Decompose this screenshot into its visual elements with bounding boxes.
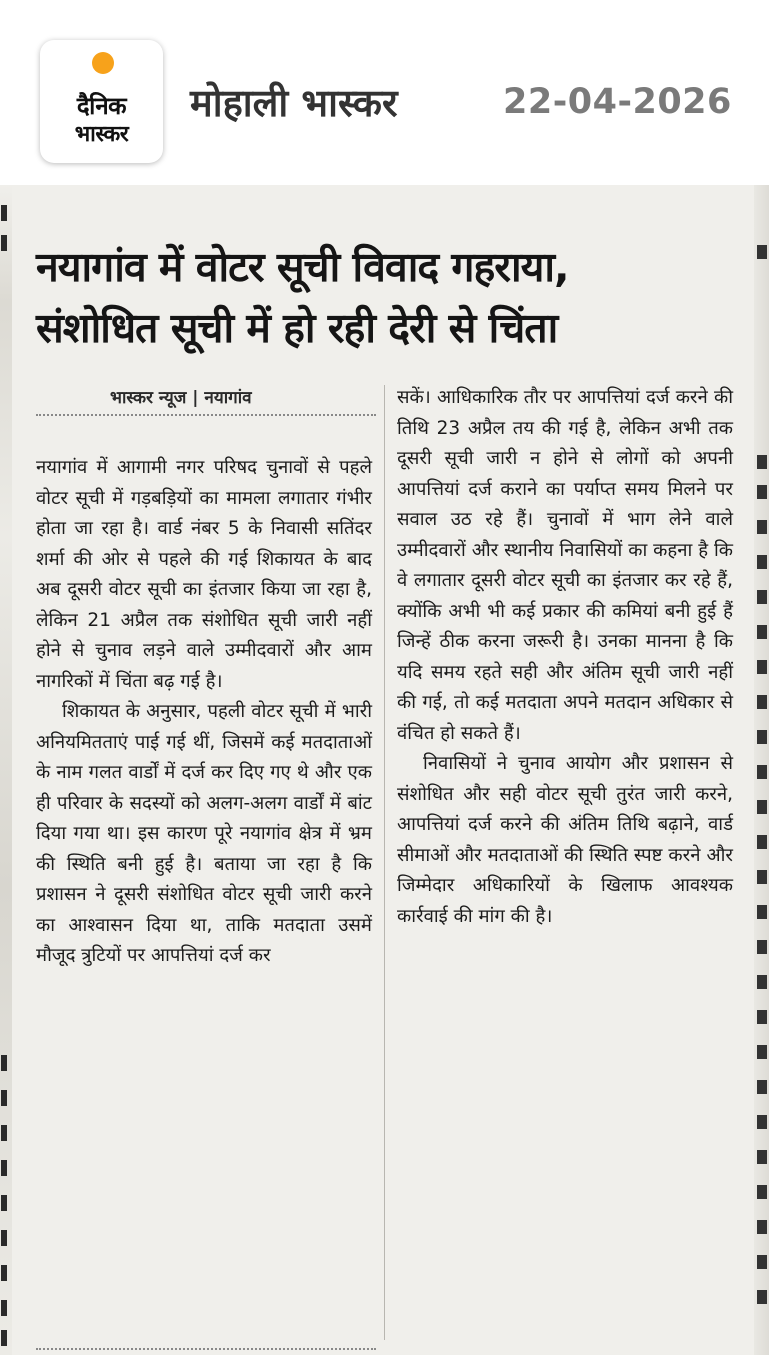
logo-text-bhaskar: भास्कर — [74, 122, 129, 147]
article-column-2 — [397, 383, 733, 932]
adjacent-column-left — [0, 185, 12, 1355]
headline-line-2: संशोधित सूची में हो रही देरी से चिंता — [36, 304, 558, 352]
logo-text-dainik: दैनिक — [76, 92, 127, 120]
sun-icon — [90, 50, 116, 76]
byline-divider — [36, 414, 376, 416]
article-column-1 — [36, 453, 372, 972]
edition-date: 22-04-2026 — [503, 82, 732, 122]
paragraph: शिकायत के अनुसार, पहली वोटर सूची में भारी अनियमितताएं पाई गई थीं, जिसमें कई मतदाताओं के नाम गलत वार्डों में दर्ज कर दिए गए थे और एक ही परिवार के सदस्यों को अलग-अलग वार्डों में बांट दिया गया था। इस कारण पूरे नयागांव क्षेत्र में भ्रम की स्थिति बनी हुई है। बताया जा रहा है कि प्रशासन ने दूसरी संशोधित वोटर सूची जारी करने का आश्वासन दिया था, ताकि मतदाता उसमें मौजूद त्रुटियों पर आपत्तियां दर्ज कर — [36, 701, 372, 966]
dainik-bhaskar-logo[interactable] — [40, 40, 163, 163]
column-divider — [384, 385, 385, 1340]
header — [0, 0, 769, 185]
paragraph: नयागांव में आगामी नगर परिषद चुनावों से पहले वोटर सूची में गड़बड़ियों का मामला लगातार गंभीर होता जा रहा है। वार्ड नंबर 5 के निवासी सतिंदर शर्मा की ओर से पहले की गई शिकायत के बाद अब दूसरी वोटर सूची का इंतजार किया जा रहा है, लेकिन 21 अप्रैल तक संशोधित सूची जारी नहीं होने से चुनाव लड़ने वाले उम्मीदवारों और आम नागरिकों में चिंता बढ़ गई है। — [36, 457, 372, 692]
newspaper-clipping — [0, 185, 769, 1355]
paragraph: निवासियों ने चुनाव आयोग और प्रशासन से संशोधित और सही वोटर सूची तुरंत जारी करने, आपत्तियां दर्ज करने की अंतिम तिथि बढ़ाने, वार्ड सीमाओं और मतदाताओं की स्थिति स्पष्ट करने और जिम्मेदार अधिकारियों के खिलाफ आवश्यक कार्रवाई की मांग की है। — [397, 753, 733, 927]
article-byline: भास्कर न्यूज | नयागांव — [110, 388, 252, 408]
headline-line-1: नयागांव में वोटर सूची विवाद गहराया, — [36, 243, 569, 291]
edition-title: मोहाली भास्कर — [190, 81, 398, 125]
article-headline — [36, 237, 750, 359]
adjacent-column-right — [754, 185, 769, 1355]
footer-divider — [36, 1348, 376, 1350]
paragraph: सकें। आधिकारिक तौर पर आपत्तियां दर्ज करने की तिथि 23 अप्रैल तय की गई है, लेकिन अभी तक दूसरी सूची जारी न होने से लोगों को अपनी आपत्तियां दर्ज कराने का पर्याप्त समय मिलने पर सवाल उठ रहे हैं। चुनावों में भाग लेने वाले उम्मीदवारों और स्थानीय निवासियों का कहना है कि वे लगातार दूसरी वोटर सूची का इंतजार कर रहे हैं, क्योंकि अभी भी कई प्रकार की कमियां बनी हुई हैं जिन्हें ठीक करना जरूरी है। उनका मानना है कि यदि समय रहते सही और अंतिम सूची जारी नहीं की गई, तो कई मतदाता अपने मतदान अधिकार से वंचित हो सकते हैं। — [397, 387, 733, 744]
